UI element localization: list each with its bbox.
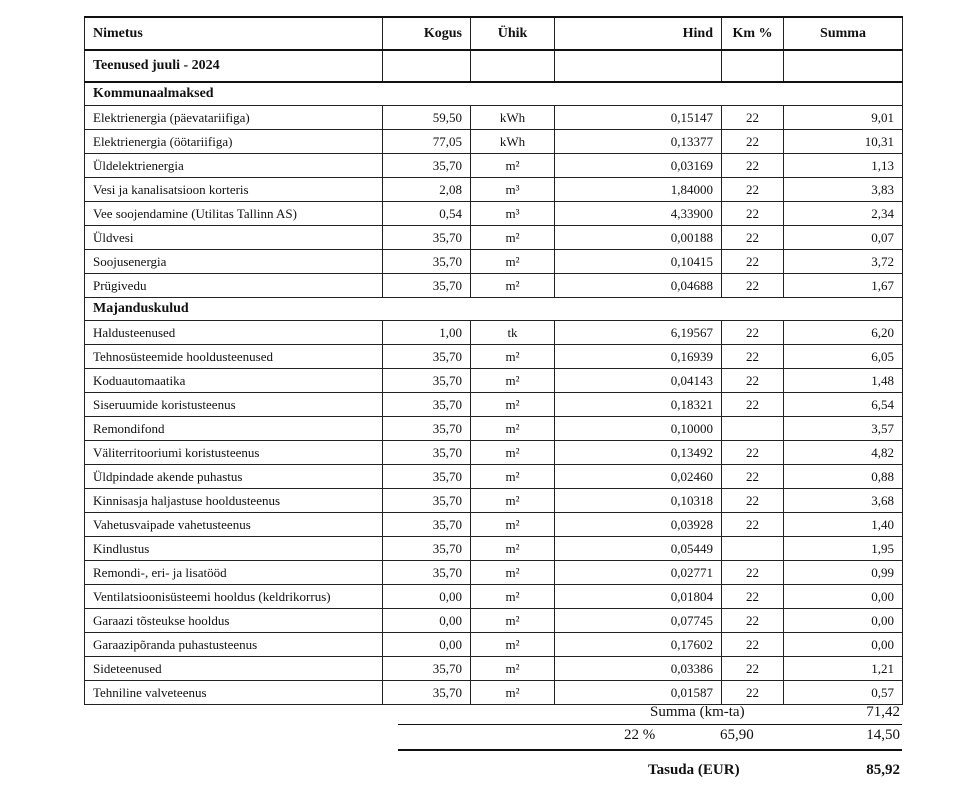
item-name: Kinnisasja haljastuse hooldusteenus [85,489,383,513]
item-unit: kWh [471,106,555,130]
item-unit: m² [471,537,555,561]
item-price: 0,10318 [555,489,722,513]
item-name: Vee soojendamine (Utilitas Tallinn AS) [85,202,383,226]
item-sum: 1,21 [784,657,903,681]
item-vat: 22 [722,585,784,609]
table-row [85,681,903,705]
item-name: Remondifond [85,417,383,441]
item-quantity: 35,70 [383,393,471,417]
item-name: Elektrienergia (öötariifiga) [85,130,383,154]
invoice-body [85,50,903,705]
vat-rate: 22 % [624,727,656,743]
item-unit: m² [471,561,555,585]
item-quantity: 35,70 [383,274,471,298]
table-row [85,393,903,417]
due-label: Tasuda (EUR) [648,762,740,778]
item-quantity: 35,70 [383,465,471,489]
table-row [85,226,903,250]
item-price: 0,05449 [555,537,722,561]
item-sum: 0,00 [784,633,903,657]
item-name: Vesi ja kanalisatsioon korteris [85,178,383,202]
invoice-table-container [84,16,902,705]
table-row [85,633,903,657]
col-header-price: Hind [555,17,722,50]
subtotal-value: 71,42 [866,704,900,720]
period-label: Teenused juuli - 2024 [85,50,383,82]
item-price: 0,10000 [555,417,722,441]
item-price: 0,01587 [555,681,722,705]
subtotal-label: Summa (km-ta) [650,704,745,720]
item-vat: 22 [722,513,784,537]
item-sum: 0,57 [784,681,903,705]
table-row [85,274,903,298]
table-row [85,561,903,585]
item-quantity: 1,00 [383,321,471,345]
item-sum: 3,57 [784,417,903,441]
item-sum: 1,40 [784,513,903,537]
item-unit: m² [471,417,555,441]
item-quantity: 35,70 [383,369,471,393]
item-name: Üldpindade akende puhastus [85,465,383,489]
item-price: 0,15147 [555,106,722,130]
table-row [85,321,903,345]
item-name: Elektrienergia (päevatariifiga) [85,106,383,130]
item-sum: 9,01 [784,106,903,130]
item-price: 1,84000 [555,178,722,202]
table-row [85,609,903,633]
item-name: Garaazi tõsteukse hooldus [85,609,383,633]
item-quantity: 59,50 [383,106,471,130]
item-vat: 22 [722,154,784,178]
item-price: 0,13492 [555,441,722,465]
table-row [85,106,903,130]
table-row [85,537,903,561]
vat-amount: 14,50 [866,727,900,743]
item-price: 0,00188 [555,226,722,250]
item-unit: m² [471,609,555,633]
due-divider [398,749,902,751]
col-header-name: Nimetus [85,17,383,50]
item-name: Garaazipõranda puhastusteenus [85,633,383,657]
item-quantity: 0,00 [383,609,471,633]
item-sum: 3,68 [784,489,903,513]
item-price: 0,02771 [555,561,722,585]
totals-divider [398,724,902,725]
item-name: Vahetusvaipade vahetusteenus [85,513,383,537]
item-price: 0,04688 [555,274,722,298]
item-sum: 3,72 [784,250,903,274]
item-name: Üldvesi [85,226,383,250]
table-row [85,585,903,609]
item-price: 0,07745 [555,609,722,633]
item-sum: 1,13 [784,154,903,178]
item-sum: 10,31 [784,130,903,154]
item-sum: 0,88 [784,465,903,489]
item-price: 0,03169 [555,154,722,178]
item-unit: m³ [471,178,555,202]
section-header-row [85,82,903,106]
item-price: 0,04143 [555,369,722,393]
item-quantity: 77,05 [383,130,471,154]
table-row [85,178,903,202]
item-unit: m² [471,633,555,657]
section-title: Kommunaalmaksed [85,82,903,106]
item-price: 0,18321 [555,393,722,417]
item-unit: m² [471,513,555,537]
item-name: Remondi-, eri- ja lisatööd [85,561,383,585]
item-unit: m² [471,250,555,274]
item-name: Ventilatsioonisüsteemi hooldus (keldrikorrus) [85,585,383,609]
item-unit: m² [471,345,555,369]
item-price: 0,10415 [555,250,722,274]
item-price: 0,16939 [555,345,722,369]
item-sum: 4,82 [784,441,903,465]
item-sum: 0,07 [784,226,903,250]
item-name: Kindlustus [85,537,383,561]
col-header-sum: Summa [784,17,903,50]
item-unit: m² [471,657,555,681]
table-row [85,657,903,681]
item-price: 0,13377 [555,130,722,154]
item-quantity: 35,70 [383,489,471,513]
item-vat: 22 [722,561,784,585]
item-unit: m² [471,226,555,250]
table-row [85,154,903,178]
item-sum: 3,83 [784,178,903,202]
item-price: 0,03386 [555,657,722,681]
item-sum: 1,67 [784,274,903,298]
item-sum: 6,54 [784,393,903,417]
item-unit: m² [471,489,555,513]
item-name: Prügivedu [85,274,383,298]
item-vat: 22 [722,321,784,345]
item-quantity: 35,70 [383,561,471,585]
item-quantity: 35,70 [383,226,471,250]
item-vat: 22 [722,489,784,513]
item-vat: 22 [722,202,784,226]
col-header-unit: Ühik [471,17,555,50]
item-name: Soojusenergia [85,250,383,274]
item-sum: 6,05 [784,345,903,369]
item-unit: kWh [471,130,555,154]
item-vat: 22 [722,633,784,657]
item-vat: 22 [722,178,784,202]
item-name: Väliterritooriumi koristusteenus [85,441,383,465]
item-sum: 0,99 [784,561,903,585]
table-row [85,345,903,369]
item-vat: 22 [722,441,784,465]
item-vat: 22 [722,609,784,633]
item-unit: m³ [471,202,555,226]
item-unit: m² [471,585,555,609]
item-quantity: 0,00 [383,633,471,657]
item-name: Tehnosüsteemide hooldusteenused [85,345,383,369]
item-unit: m² [471,274,555,298]
item-vat: 22 [722,369,784,393]
table-row [85,417,903,441]
item-name: Tehniline valveteenus [85,681,383,705]
item-quantity: 0,00 [383,585,471,609]
item-unit: m² [471,393,555,417]
table-row [85,369,903,393]
item-name: Üldelektrienergia [85,154,383,178]
item-quantity: 35,70 [383,537,471,561]
item-quantity: 35,70 [383,441,471,465]
item-price: 4,33900 [555,202,722,226]
item-unit: tk [471,321,555,345]
header-row [85,17,903,50]
table-row [85,513,903,537]
item-vat: 22 [722,226,784,250]
item-vat: 22 [722,130,784,154]
col-header-quantity: Kogus [383,17,471,50]
item-name: Koduautomaatika [85,369,383,393]
table-row [85,130,903,154]
item-sum: 1,95 [784,537,903,561]
item-quantity: 35,70 [383,154,471,178]
item-quantity: 2,08 [383,178,471,202]
item-price: 0,03928 [555,513,722,537]
item-sum: 0,00 [784,609,903,633]
item-vat: 22 [722,465,784,489]
item-quantity: 35,70 [383,345,471,369]
item-vat: 22 [722,681,784,705]
item-price: 6,19567 [555,321,722,345]
item-quantity: 35,70 [383,513,471,537]
item-name: Haldusteenused [85,321,383,345]
section-header-row [85,298,903,321]
item-sum: 1,48 [784,369,903,393]
period-row [85,50,903,82]
section-title: Majanduskulud [85,298,903,321]
item-vat: 22 [722,657,784,681]
item-price: 0,02460 [555,465,722,489]
table-row [85,489,903,513]
item-price: 0,01804 [555,585,722,609]
item-sum: 6,20 [784,321,903,345]
item-quantity: 35,70 [383,250,471,274]
item-vat: 22 [722,345,784,369]
item-sum: 0,00 [784,585,903,609]
item-vat [722,537,784,561]
item-quantity: 35,70 [383,657,471,681]
item-name: Siseruumide koristusteenus [85,393,383,417]
item-quantity: 35,70 [383,681,471,705]
item-name: Sideteenused [85,657,383,681]
item-quantity: 35,70 [383,417,471,441]
item-price: 0,17602 [555,633,722,657]
item-unit: m² [471,369,555,393]
due-value: 85,92 [866,762,900,778]
item-vat: 22 [722,250,784,274]
table-row [85,465,903,489]
vat-base: 65,90 [720,727,754,743]
item-unit: m² [471,154,555,178]
table-row [85,202,903,226]
item-unit: m² [471,465,555,489]
item-unit: m² [471,441,555,465]
item-vat: 22 [722,274,784,298]
item-sum: 2,34 [784,202,903,226]
table-row [85,250,903,274]
item-quantity: 0,54 [383,202,471,226]
item-vat: 22 [722,106,784,130]
invoice-table [84,16,903,705]
item-vat [722,417,784,441]
item-unit: m² [471,681,555,705]
col-header-vat: Km % [722,17,784,50]
item-vat: 22 [722,393,784,417]
table-row [85,441,903,465]
